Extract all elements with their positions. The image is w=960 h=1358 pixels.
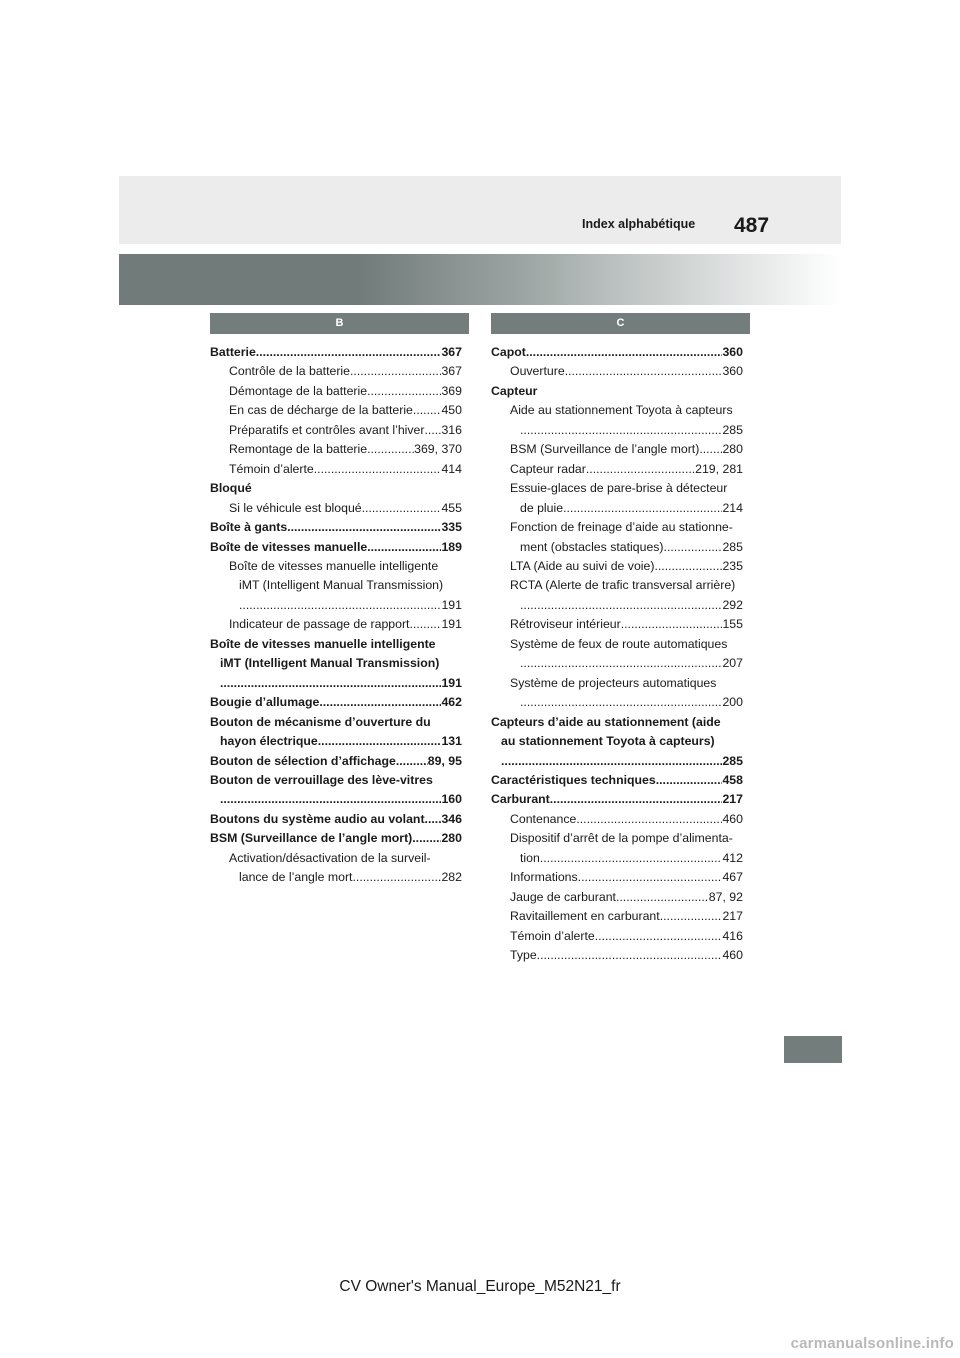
entry-page-ref[interactable]: 367 [441,364,462,379]
index-entry[interactable] [491,596,743,615]
index-entry[interactable] [210,829,462,848]
entry-label: Informations [510,870,578,885]
entry-page-ref[interactable]: 219, 281 [695,461,743,476]
entry-page-ref[interactable]: 282 [441,870,462,885]
dot-leader [664,538,723,557]
dot-leader [367,440,414,459]
dot-leader [424,421,441,440]
footer-text: CV Owner's Manual_Europe_M52N21_fr [339,1278,621,1295]
entry-label: Ravitaillement en carburant [510,909,660,924]
dot-leader [520,654,722,673]
dot-leader [520,421,722,440]
index-entry[interactable] [210,674,462,693]
index-entry[interactable] [210,421,462,440]
entry-page-ref[interactable]: 285 [722,539,743,554]
dot-leader [616,888,709,907]
dot-leader [699,440,722,459]
index-entry[interactable] [491,810,743,829]
index-entry-heading: Essuie-glaces de pare-brise à détecteur [510,481,728,496]
entry-label: Type [510,948,537,963]
index-entry[interactable] [491,460,743,479]
index-entry[interactable] [491,362,743,381]
index-entry-heading: iMT (Intelligent Manual Transmission) [220,656,440,671]
index-entry[interactable] [210,868,462,887]
section-title: Index alphabétique [582,217,696,231]
entry-page-ref[interactable]: 460 [722,948,743,963]
index-entry[interactable] [491,849,743,868]
entry-label: BSM (Surveillance de l’angle mort) [210,831,413,846]
entry-page-ref[interactable]: 131 [441,734,462,749]
entry-label: BSM (Surveillance de l’angle mort) [510,442,700,457]
dot-leader [319,693,441,712]
entry-label: Indicateur de passage de rapport [229,617,410,632]
index-entry[interactable] [210,732,462,751]
index-entry[interactable] [210,460,462,479]
entry-page-ref[interactable]: 316 [441,422,462,437]
dot-leader [352,868,441,887]
letter-header-c: C [491,313,750,334]
entry-page-ref[interactable]: 235 [722,558,743,573]
entry-label: Préparatifs et contrôles avant l’hiver [229,422,425,437]
entry-label: Témoin d’alerte [510,928,595,943]
index-entry-heading: iMT (Intelligent Manual Transmission) [239,578,444,593]
index-entry-heading: Système de projecteurs automatiques [510,675,717,690]
dot-leader [425,810,442,829]
entry-label: Remontage de la batterie [229,442,368,457]
entry-page-ref[interactable]: 412 [722,850,743,865]
dot-leader [520,596,722,615]
index-entry[interactable] [491,654,743,673]
dot-leader [362,499,442,518]
index-entry[interactable] [491,790,743,809]
dot-leader [576,810,722,829]
entry-page-ref[interactable]: 217 [722,909,743,924]
index-entry[interactable] [210,362,462,381]
entry-page-ref[interactable]: 360 [722,364,743,379]
entry-label: En cas de décharge de la batterie [229,403,413,418]
index-entry[interactable] [210,382,462,401]
decorative-gradient-band [119,254,841,305]
entry-page-ref[interactable]: 280 [722,442,743,457]
dot-leader [563,499,722,518]
entry-label: de pluie [520,500,564,515]
index-entry[interactable] [491,888,743,907]
index-entry[interactable] [210,790,462,809]
index-entry[interactable] [210,401,462,420]
letter-header-b: B [210,313,469,334]
dot-leader [586,460,695,479]
entry-label: Carburant [491,792,550,807]
entry-page-ref[interactable]: 285 [722,422,743,437]
index-entry[interactable] [491,440,743,459]
dot-leader [256,343,442,362]
entry-page-ref[interactable]: 369, 370 [414,442,462,457]
entry-page-ref[interactable]: 214 [722,500,743,515]
entry-page-ref[interactable]: 346 [441,811,462,826]
dot-leader [654,557,722,576]
page-header-band [119,176,841,244]
entry-label: Si le véhicule est bloqué [229,500,362,515]
index-entry[interactable] [210,440,462,459]
index-entry[interactable] [491,927,743,946]
index-entry[interactable] [491,499,743,518]
entry-page-ref[interactable]: 160 [441,792,462,807]
entry-page-ref[interactable]: 335 [441,520,462,535]
entry-page-ref[interactable]: 207 [722,656,743,671]
entry-page-ref[interactable]: 292 [722,597,743,612]
index-column-b [210,343,462,888]
entry-label: LTA (Aide au suivi de voie) [510,558,655,573]
index-entry[interactable] [210,538,462,557]
dot-leader [520,693,722,712]
entry-label: Caractéristiques techniques [491,772,656,787]
index-column-c [491,343,743,966]
dot-leader [621,615,723,634]
index-entry[interactable] [210,343,462,362]
dot-leader [578,868,723,887]
entry-label: Rétroviseur intérieur [510,617,621,632]
dot-leader [318,732,442,751]
entry-page-ref[interactable]: 191 [441,597,462,612]
entry-page-ref[interactable]: 467 [722,870,743,885]
index-entry-heading: Système de feux de route automatiques [510,636,728,651]
dot-leader [550,790,723,809]
entry-page-ref[interactable]: 87, 92 [708,889,743,904]
dot-leader [220,674,441,693]
entry-page-ref[interactable]: 285 [722,753,743,768]
entry-page-ref[interactable]: 189 [441,539,462,554]
entry-label: hayon électrique [220,734,318,749]
entry-label: tion [520,850,540,865]
index-entry-heading: Capteur [491,383,538,398]
index-entry-heading: Boîte de vitesses manuelle intelligente [229,558,439,573]
dot-leader [660,907,723,926]
entry-page-ref[interactable]: 416 [722,928,743,943]
index-entry-heading: Dispositif d’arrêt de la pompe d’alimenta- [510,831,733,846]
index-entry[interactable] [210,752,462,771]
index-entry-heading: Bloqué [210,481,252,496]
chapter-side-tab[interactable] [784,1036,842,1063]
index-entry[interactable] [491,693,743,712]
entry-label: Ouverture [510,364,565,379]
index-entry-heading: RCTA (Alerte de trafic transversal arrière) [510,578,736,593]
index-entry[interactable] [210,810,462,829]
index-entry-heading: Bouton de mécanisme d’ouverture du [210,714,431,729]
dot-leader [350,362,441,381]
index-entry[interactable] [491,615,743,634]
entry-label: Capteur radar [510,461,586,476]
entry-page-ref[interactable]: 462 [441,695,462,710]
dot-leader [526,343,723,362]
index-entry-heading: Capteurs d’aide au stationnement (aide [491,714,721,729]
index-entry[interactable] [491,538,743,557]
dot-leader [314,460,442,479]
entry-page-ref[interactable]: 155 [722,617,743,632]
index-entry[interactable] [491,343,743,362]
dot-leader [367,382,441,401]
entry-page-ref[interactable]: 369 [441,383,462,398]
entry-page-ref[interactable]: 200 [722,695,743,710]
index-entry[interactable] [491,557,743,576]
entry-label: Capot [491,345,526,359]
entry-page-ref[interactable]: 460 [722,811,743,826]
entry-label: Boîte de vitesses manuelle [210,539,368,554]
entry-label: Bougie d’allumage [210,695,320,710]
index-entry[interactable] [210,693,462,712]
entry-label: Jauge de carburant [510,889,616,904]
dot-leader [367,538,441,557]
entry-label: ment (obstacles statiques) [520,539,664,554]
dot-leader [565,362,723,381]
dot-leader [595,927,723,946]
dot-leader [537,946,723,965]
dot-leader [239,596,441,615]
index-entry[interactable] [210,596,462,615]
entry-page-ref[interactable]: 458 [722,772,743,787]
entry-page-ref[interactable]: 414 [441,461,462,476]
index-entry-heading: au stationnement Toyota à capteurs) [501,734,715,749]
index-entry-heading: Aide au stationnement Toyota à capteurs [510,403,733,418]
index-entry-heading: Activation/désactivation de la surveil- [229,850,431,865]
index-entry[interactable] [210,518,462,537]
dot-leader [409,615,441,634]
dot-leader [656,771,723,790]
dot-leader [220,790,441,809]
index-entry[interactable] [491,771,743,790]
index-entry[interactable] [491,946,743,965]
entry-page-ref[interactable]: 455 [441,500,462,515]
dot-leader [412,829,441,848]
entry-page-ref[interactable]: 89, 95 [427,753,462,768]
entry-page-ref[interactable]: 280 [441,831,462,846]
entry-label: lance de l’angle mort [239,870,353,885]
index-entry[interactable] [491,421,743,440]
dot-leader [540,849,723,868]
index-entry[interactable] [491,752,743,771]
index-entry[interactable] [491,868,743,887]
entry-label: Boîte à gants [210,520,288,535]
dot-leader [396,752,428,771]
entry-page-ref[interactable]: 191 [441,675,462,690]
watermark: carmanualsonline.info [790,1335,954,1352]
index-entry-heading: Boîte de vitesses manuelle intelligente [210,636,436,651]
entry-label: Témoin d’alerte [229,461,314,476]
index-entry[interactable] [210,615,462,634]
entry-label: Boutons du système audio au volant [210,811,425,826]
entry-page-ref[interactable]: 360 [722,345,743,359]
dot-leader [287,518,441,537]
entry-label: Bouton de sélection d’affichage [210,753,396,768]
dot-leader [413,401,442,420]
entry-label: Batterie [210,345,256,359]
index-entry-heading: Bouton de verrouillage des lève-vitres [210,772,433,787]
entry-page-ref[interactable]: 217 [722,792,743,807]
dot-leader [501,752,722,771]
entry-page-ref[interactable]: 191 [441,617,462,632]
entry-label: Contenance [510,811,577,826]
index-entry[interactable] [491,907,743,926]
index-entry-heading: Fonction de freinage d’aide au stationne- [510,520,733,535]
entry-label: Contrôle de la batterie [229,364,350,379]
entry-page-ref[interactable]: 450 [441,403,462,418]
page-number: 487 [734,214,770,237]
entry-page-ref[interactable]: 367 [441,345,462,359]
index-entry[interactable] [210,499,462,518]
entry-label: Démontage de la batterie [229,383,368,398]
